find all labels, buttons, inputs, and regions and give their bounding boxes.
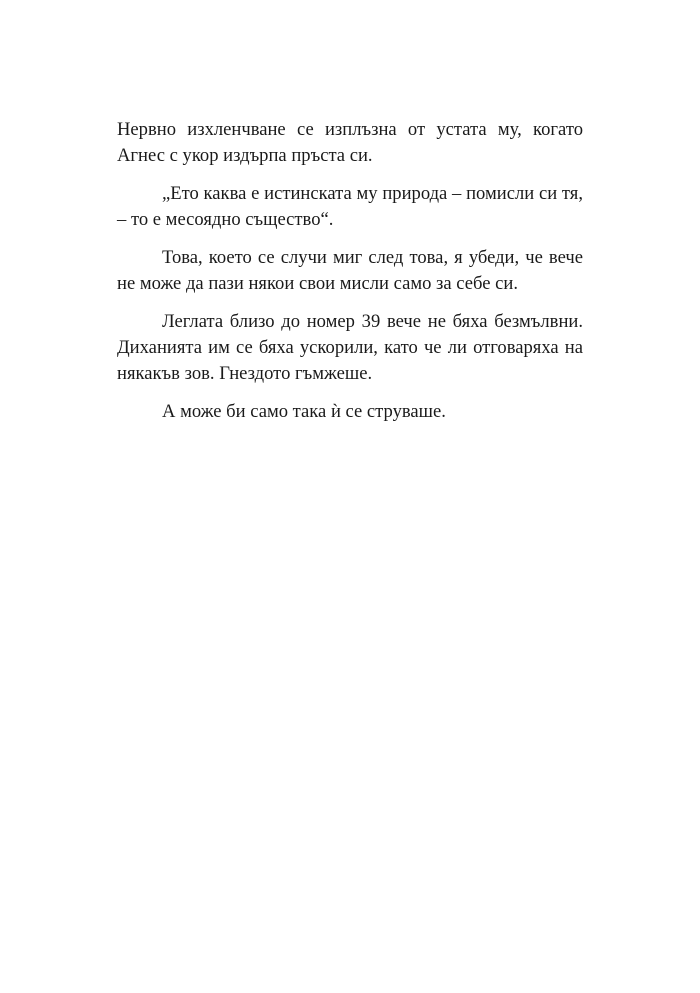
paragraph-4: Леглата близо до номер 39 вече не бяха безмълвни. Диханията им се бяха ускорили, като че ли отговаряха на някакъв зов. Гнездото гъмжеше. <box>117 311 583 384</box>
paragraph-3: Това, което се случи миг след това, я убеди, че вече не може да пази някои свои мисли само за себе си. <box>117 247 583 294</box>
paragraph-5: А може би само така ѝ се струваше. <box>162 401 446 422</box>
paragraph-2: „Ето каква е истинската му природа – помисли си тя, – то е месоядно същество“. <box>117 183 583 230</box>
body-text <box>117 117 583 437</box>
paragraph-1: Нервно изхленчване се изплъзна от устата му, когато Агнес с укор издърпа пръста си. <box>117 119 583 166</box>
